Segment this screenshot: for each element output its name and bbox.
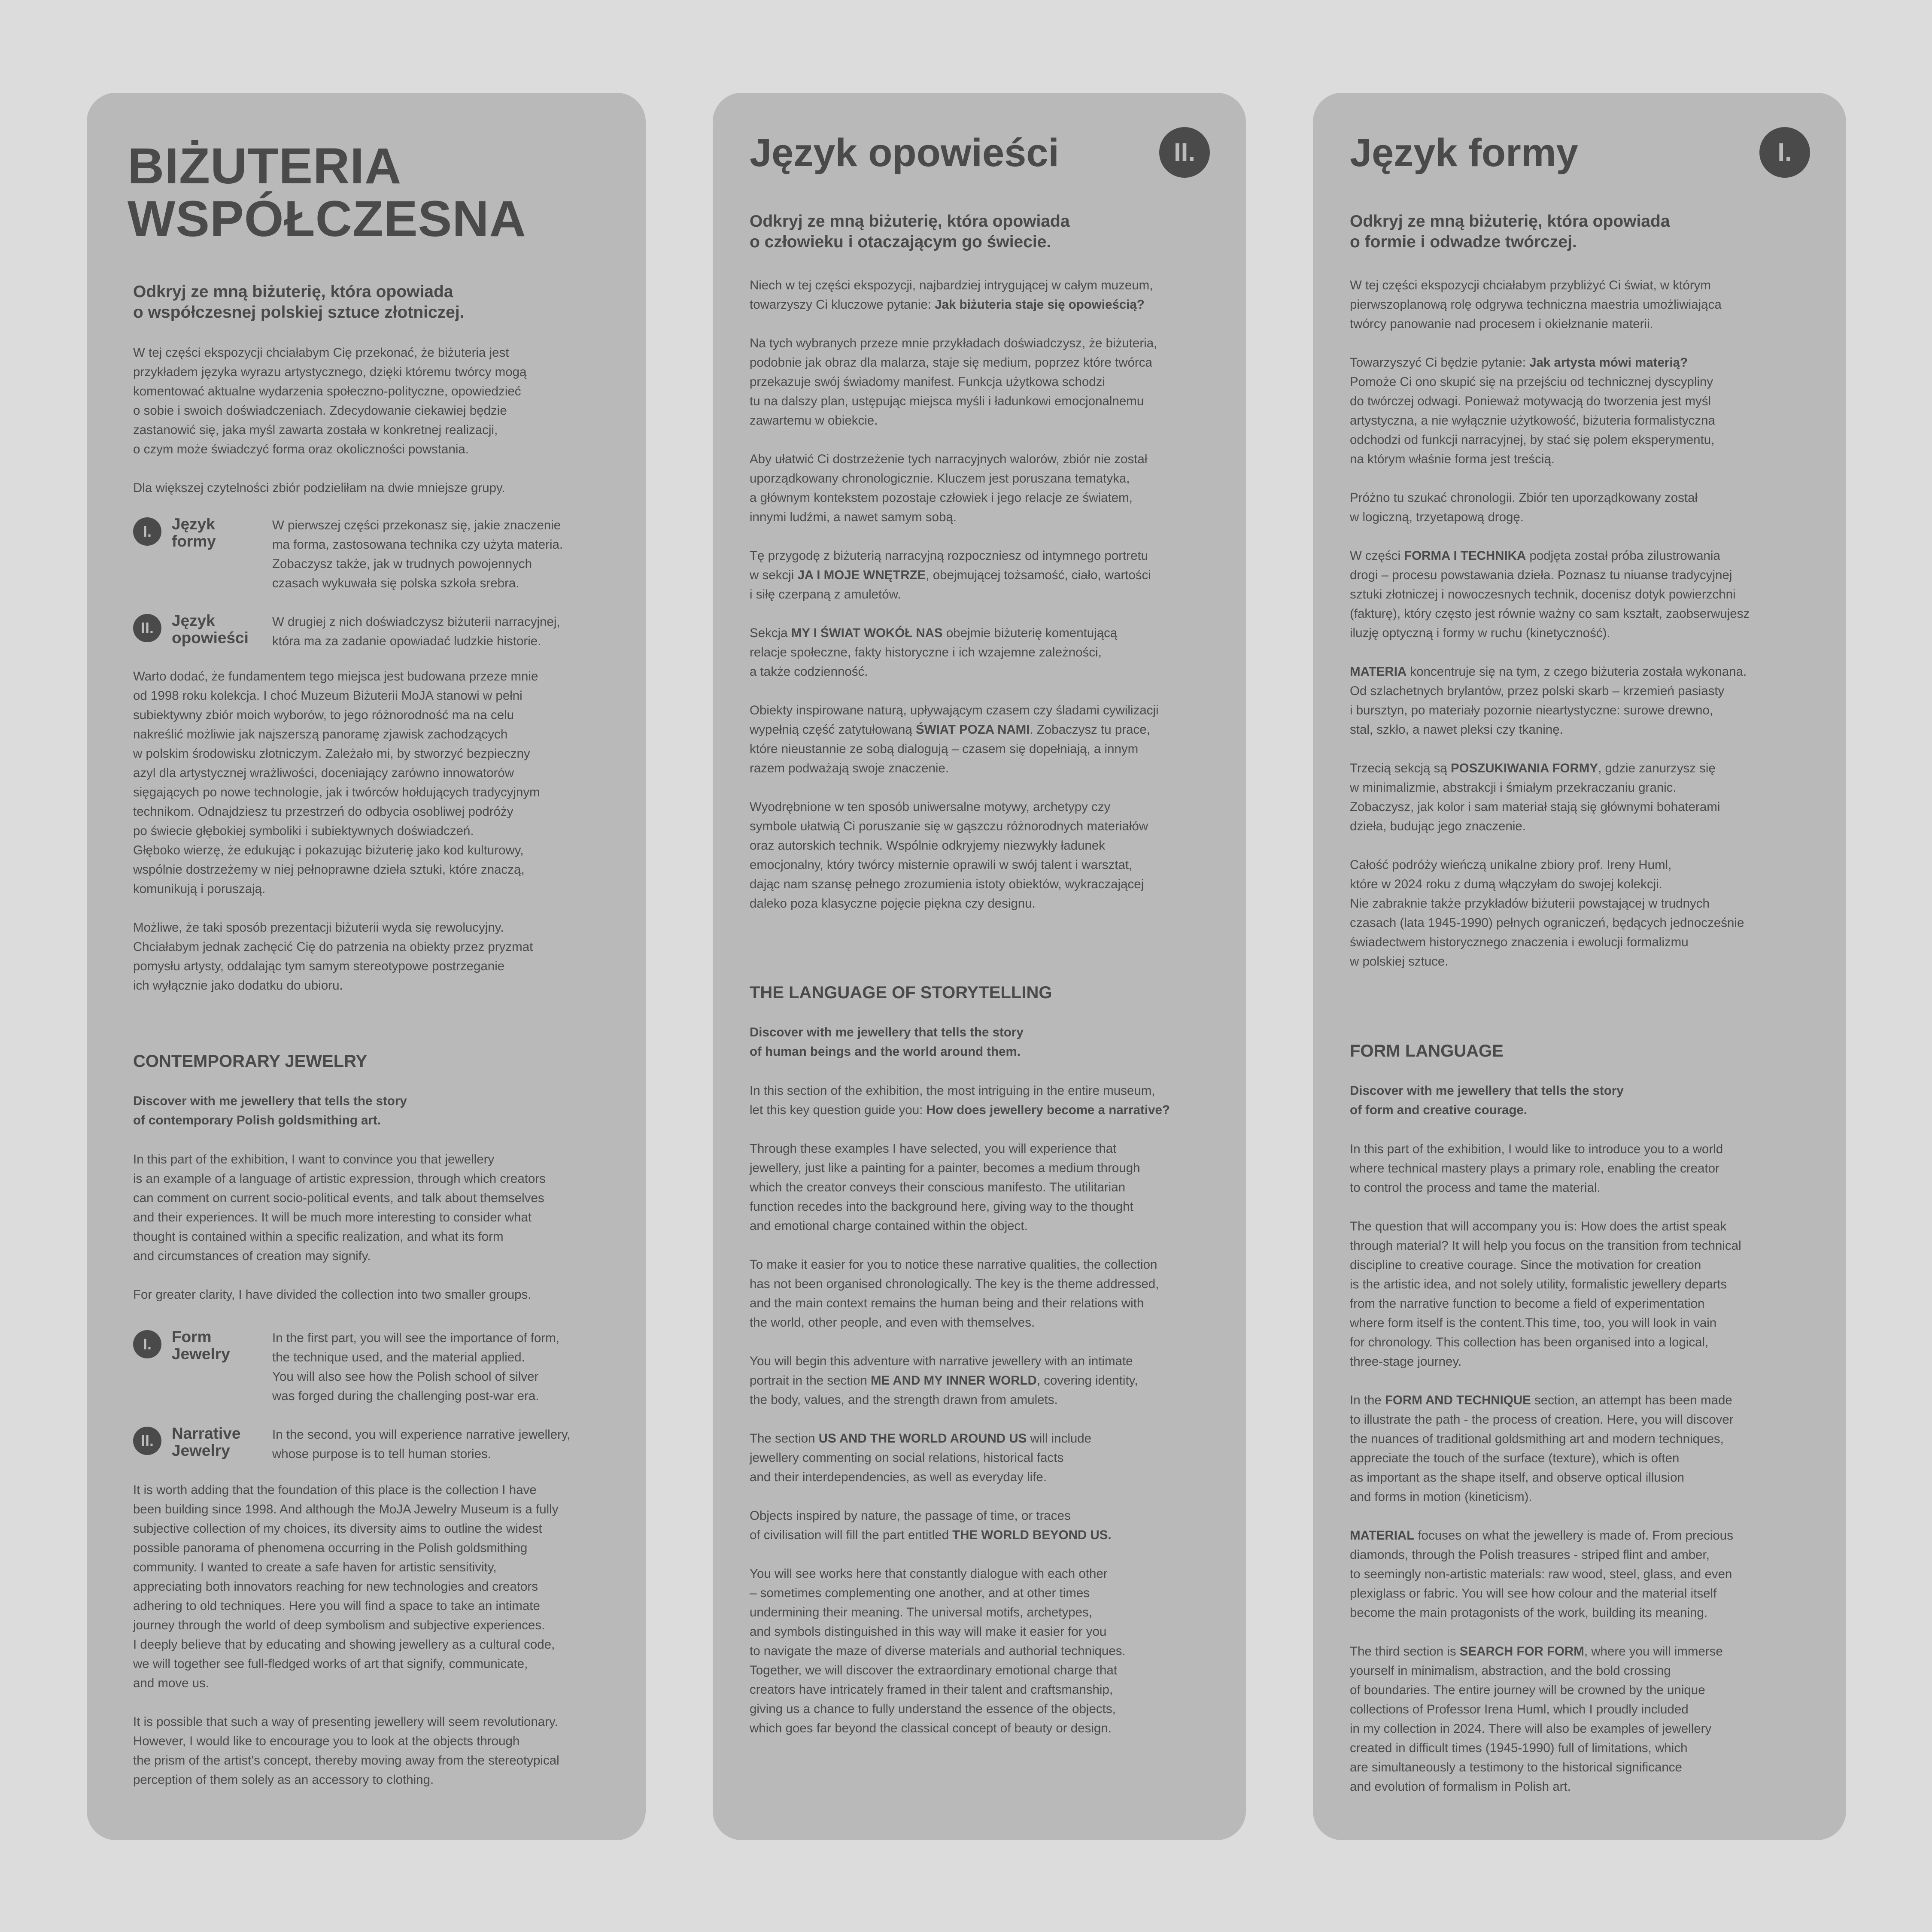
panel-contemporary-jewelry <box>87 93 646 1840</box>
panel3-title: Język formy <box>1350 131 1578 175</box>
group-name: Język formy <box>172 515 216 550</box>
group-description: W drugiej z nich doświadczysz biżuterii narracyjnej, która ma za zadanie opowiadać ludzkie historie. <box>272 615 560 648</box>
panel1-en-subtitle: Discover with me jewellery that tells the story of contemporary Polish goldsmithing art. <box>133 1094 407 1127</box>
group-description: In the first part, you will see the importance of form, the technique used, and the material applied. You will also see how the Polish school of silver was forged during the challenging post-war era. <box>272 1331 559 1403</box>
roman-one-icon: I. <box>133 517 161 546</box>
panel1-title: BIŻUTERIA WSPÓŁCZESNA <box>128 138 526 247</box>
panel-language-of-storytelling <box>713 93 1246 1840</box>
panel1-body-en-b: It is worth adding that the foundation of this place is the collection I have been building since 1998. And although the MoJA Jewelry Museum is a fully subjective collection of my choices, its diversity aims to outline the widest possible panorama of phenomena occurring in the Polish goldsmithing community. I wanted to create a safe haven for artistic sensitivity, appreciating both innovators reaching for new technologies and creators adhering to old techniques. Here you will find a space to take an intimate journey through the world of deep symbolism and subjective experiences. I deeply believe that by educating and showing jewellery as a cultural code, we will together see full-fledged works of art that signify, communicate, and move us. It is possible that such a way of presenting jewellery will seem revolutionary. However, I would like to encourage you to look at the objects through the prism of the artist's concept, thereby moving away from the stereotypical perception of them solely as an accessory to clothing. <box>133 1483 559 1787</box>
group-description: In the second, you will experience narrative jewellery, whose purpose is to tell human stories. <box>272 1428 571 1461</box>
panel1-subtitle: Odkryj ze mną biżuterię, która opowiada o współczesnej polskiej sztuce złotniczej. <box>133 283 465 322</box>
panel3-en-heading: FORM LANGUAGE <box>1350 1042 1504 1060</box>
panel3-en-subtitle: Discover with me jewellery that tells the story of form and creative courage. <box>1350 1084 1624 1117</box>
panel3-body-pl: W tej części ekspozycji chciałabym przybliżyć Ci świat, w którym pierwszoplanową rolę odgrywa techniczna maestria umożliwiająca twórcy panowanie nad procesem i okiełznanie materii. Towarzyszyć Ci będzie pytanie: Jak artysta mówi materią? Pomoże Ci ono skupić się na przejściu od technicznej dyscypliny do twórczej odwagi. Ponieważ motywacją do tworzenia jest myśl artystyczna, a nie wyłącznie użytkowość, biżuteria formalistyczna odchodzi od funkcji narracyjnej, by stać się polem eksperymentu, na którym właśnie forma jest treścią. Próżno tu szukać chronologii. Zbiór ten uporządkowany został w logiczną, trzyetapową drogę. W części FORMA I TECHNIKA podjęta został próba zilustrowania drogi – procesu powstawania dzieła. Poznasz tu niuanse tradycyjnej sztuki złotniczej i nowoczesnych technik, docenisz dotyk powierzchni (fakturę), który często jest równie ważny co sam kształt, zaobserwujesz iluzję optyczną i formy w ruchu (kinetyczność). MATERIA koncentruje się na tym, z czego biżuteria została wykonana. Od szlachetnych brylantów, przez polski skarb – krzemień pasiasty i bursztyn, po materiały pozornie nieartystyczne: surowe drewno, stal, szkło, a nawet pleksi czy tkaninę. Trzecią sekcją są POSZUKIWANIA FORMY, gdzie zanurzysz się w minimalizmie, abstrakcji i śmiałym przekraczaniu granic. Zobaczysz, jak kolor i sam materiał stają się głównymi bohaterami dzieła, budując jego znaczenie. Całość podróży wieńczą unikalne zbiory prof. Ireny Huml, które w 2024 roku z dumą włączyłam do swojej kolekcji. Nie zabraknie także przykładów biżuterii powstającej w trudnych czasach (lata 1945-1990) pełnych ograniczeń, będących jednocześnie świadectwem historycznego znaczenia i ewolucji formalizmu w polskiej sztuce. <box>1350 278 1750 969</box>
panel2-body-pl: Niech w tej części ekspozycji, najbardziej intrygującej w całym muzeum, towarzyszy Ci kluczowe pytanie: Jak biżuteria staje się opowieścią? Na tych wybranych przeze mnie przykładach doświadczysz, że biżuteria, podobnie jak obraz dla malarza, staje się medium, poprzez które twórca przekazuje swój świadomy manifest. Funkcja użytkowa schodzi tu na dalszy plan, ustępując miejsca myśli i ładunkowi emocjonalnemu zawartemu w obiekcie. Aby ułatwić Ci dostrzeżenie tych narracyjnych walorów, zbiór nie został uporządkowany chronologicznie. Kluczem jest poruszana tematyka, a głównym kontekstem pozostaje człowiek i jego relacje ze światem, innymi ludźmi, a nawet samym sobą. Tę przygodę z biżuterią narracyjną rozpoczniesz od intymnego portretu w sekcji JA I MOJE WNĘTRZE, obejmującej tożsamość, ciało, wartości i siłę czerpaną z amuletów. Sekcja MY I ŚWIAT WOKÓŁ NAS obejmie biżuterię komentującą relacje społeczne, fakty historyczne i ich wzajemne zależności, a także codzienność. Obiekty inspirowane naturą, upływającym czasem czy śladami cywilizacji wypełnią część zatytułowaną ŚWIAT POZA NAMI. Zobaczysz tu prace, które nieustannie ze sobą dialogują – czasem się dopełniają, a innym razem podważają swoje znaczenie. Wyodrębnione w ten sposób uniwersalne motywy, archetypy czy symbole ułatwią Ci poruszanie się w gąszczu różnorodnych materiałów oraz autorskich technik. Wspólnie odkryjemy niezwykły ładunek emocjonalny, który twórcy misternie oprawili w swój talent i warsztat, dając nam szansę pełnego zrozumienia istoty obiektów, wykraczającej daleko poza klasyczne pojęcie piękna czy designu. <box>750 278 1159 911</box>
panel1-body-pl-b: Warto dodać, że fundamentem tego miejsca jest budowana przeze mnie od 1998 roku kolekcja. I choć Muzeum Biżuterii MoJA stanowi w pełni subiektywny zbiór moich wyborów, to jego różnorodność ma na celu nakreślić możliwie jak najszerszą panoramę zjawisk zachodzących w polskim środowisku złotniczym. Zależało mi, by stworzyć bezpieczny azyl dla artystycznej wrażliwości, doceniający zarówno innowatorów sięgających po nowe technologie, jak i twórców hołdujących tradycyjnym technikom. Odnajdziesz tu przestrzeń do odbycia osobliwej podróży po świecie głębokiej symboliki i subiektywnych doświadczeń. Głęboko wierzę, że edukując i pokazując biżuterię jako kod kulturowy, wspólnie dostrzeżemy w niej pełnoprawne dzieła sztuki, które znaczą, komunikują i poruszają. Możliwe, że taki sposób prezentacji biżuterii wyda się rewolucyjny. Chciałabym jednak zachęcić Cię do patrzenia na obiekty przez pryzmat pomysłu artysty, oddalając tym samym stereotypowe postrzeganie ich wyłącznie jako dodatku do ubioru. <box>133 669 540 993</box>
group-name: Narrative Jewelry <box>172 1425 241 1459</box>
panel3-subtitle: Odkryj ze mną biżuterię, która opowiada o formie i odwadze twórczej. <box>1350 212 1670 251</box>
panel1-body-pl-a: W tej części ekspozycji chciałabym Cię przekonać, że biżuteria jest przykładem języka wyrazu artystycznego, dzięki któremu twórcy mogą komentować aktualne wydarzenia społeczno-polityczne, opowiedzieć o sobie i swoich doświadczeniach. Zdecydowanie ciekawiej będzie zastanowić się, jaka myśl zawarta została w konkretnej realizacji, o czym może świadczyć forma oraz okoliczności powstania. Dla większej czytelności zbiór podzieliłam na dwie mniejsze grupy. <box>133 346 527 495</box>
panel2-subtitle: Odkryj ze mną biżuterię, która opowiada o człowieku i otaczającym go świecie. <box>750 212 1070 251</box>
panel-form-language <box>1313 93 1846 1840</box>
panel2-body-en: In this section of the exhibition, the most intriguing in the entire museum, let this key question guide you: How does jewellery become a narrative? Through these examples I have selected, you will experience that jewellery, just like a painting for a painter, becomes a medium through which the creator conveys their conscious manifesto. The utilitarian function recedes into the background here, giving way to the thought and emotional charge contained within the object. To make it easier for you to notice these narrative qualities, the collection has not been organised chronologically. The key is the theme addressed, and the main context remains the human being and their relations with the world, other people, and even with themselves. You will begin this adventure with narrative jewellery with an intimate portrait in the section ME AND MY INNER WORLD, covering identity, the body, values, and the strength drawn from amulets. The section US AND THE WORLD AROUND US will include jewellery commenting on social relations, historical facts and their interdependencies, as well as everyday life. Objects inspired by nature, the passage of time, or traces of civilisation will fill the part entitled THE WORLD BEYOND US. You will see works here that constantly dialogue with each other – sometimes complementing one another, and at other times undermining their meaning. The universal motifs, archetypes, and symbols distinguished in this way will make it easier for you to navigate the maze of diverse materials and authorial techniques. Together, we will discover the extraordinary emotional charge that creators have intricately framed in their talent and craftsmanship, giving us a chance to fully understand the essence of the objects, which goes far beyond the classical concept of beauty or design. <box>750 1084 1170 1735</box>
panel1-en-heading: CONTEMPORARY JEWELRY <box>133 1052 368 1071</box>
roman-two-icon: II. <box>133 1427 161 1455</box>
group-name: Język opowieści <box>172 612 249 647</box>
panel1-body-en-a: In this part of the exhibition, I want to convince you that jewellery is an example of a language of artistic expression, through which creators can comment on current socio-political events, and talk about themselves and their experiences. It will be much more interesting to consider what thought is contained within a specific realization, and what its form and circumstances of creation may signify. For greater clarity, I have divided the collection into two smaller groups. <box>133 1152 546 1302</box>
panel2-en-subtitle: Discover with me jewellery that tells the story of human beings and the world around them. <box>750 1025 1024 1059</box>
roman-two-icon: II. <box>1159 127 1210 178</box>
panel3-body-en: In this part of the exhibition, I would like to introduce you to a world where technical mastery plays a primary role, enabling the creator to control the process and tame the material. The question that will accompany you is: How does the artist speak through material? It will help you focus on the transition from technical discipline to creative courage. Since the motivation for creation is the artistic idea, and not solely utility, formalistic jewellery departs from the narrative function to become a field of experimentation where form itself is the content.This time, too, you will look in vain for chronology. This collection has been organised into a logical, three-stage journey. In the FORM AND TECHNIQUE section, an attempt has been made to illustrate the path - the process of creation. Here, you will discover the nuances of traditional goldsmithing art and modern techniques, appreciate the touch of the surface (texture), which is often as important as the shape itself, and observe optical illusion and forms in motion (kineticism). MATERIAL focuses on what the jewellery is made of. From precious diamonds, through the Polish treasures - striped flint and amber, to seemingly non-artistic materials: raw wood, steel, glass, and even plexiglass or fabric. You will see how colour and the material itself become the main protagonists of the work, building its meaning. The third section is SEARCH FOR FORM, where you will immerse yourself in minimalism, abstraction, and the bold crossing of boundaries. The entire journey will be crowned by the unique collections of Professor Irena Huml, which I proudly included in my collection in 2024. There will also be examples of jewellery created in difficult times (1945-1990) full of limitations, which are simultaneously a testimony to the historical significance and evolution of formalism in Polish art. <box>1350 1142 1741 1794</box>
roman-one-icon: I. <box>133 1330 161 1358</box>
group-name: Form Jewelry <box>172 1328 230 1363</box>
panel2-en-heading: THE LANGUAGE OF STORYTELLING <box>750 983 1052 1002</box>
panel2-title: Język opowieści <box>750 131 1059 175</box>
roman-one-icon: I. <box>1759 127 1810 178</box>
group-description: W pierwszej części przekonasz się, jakie znaczenie ma forma, zastosowana technika czy użyta materia. Zobaczysz także, jak w trudnych powojennych czasach wykuwała się polska szkoła srebra. <box>272 518 563 590</box>
roman-two-icon: II. <box>133 614 161 642</box>
